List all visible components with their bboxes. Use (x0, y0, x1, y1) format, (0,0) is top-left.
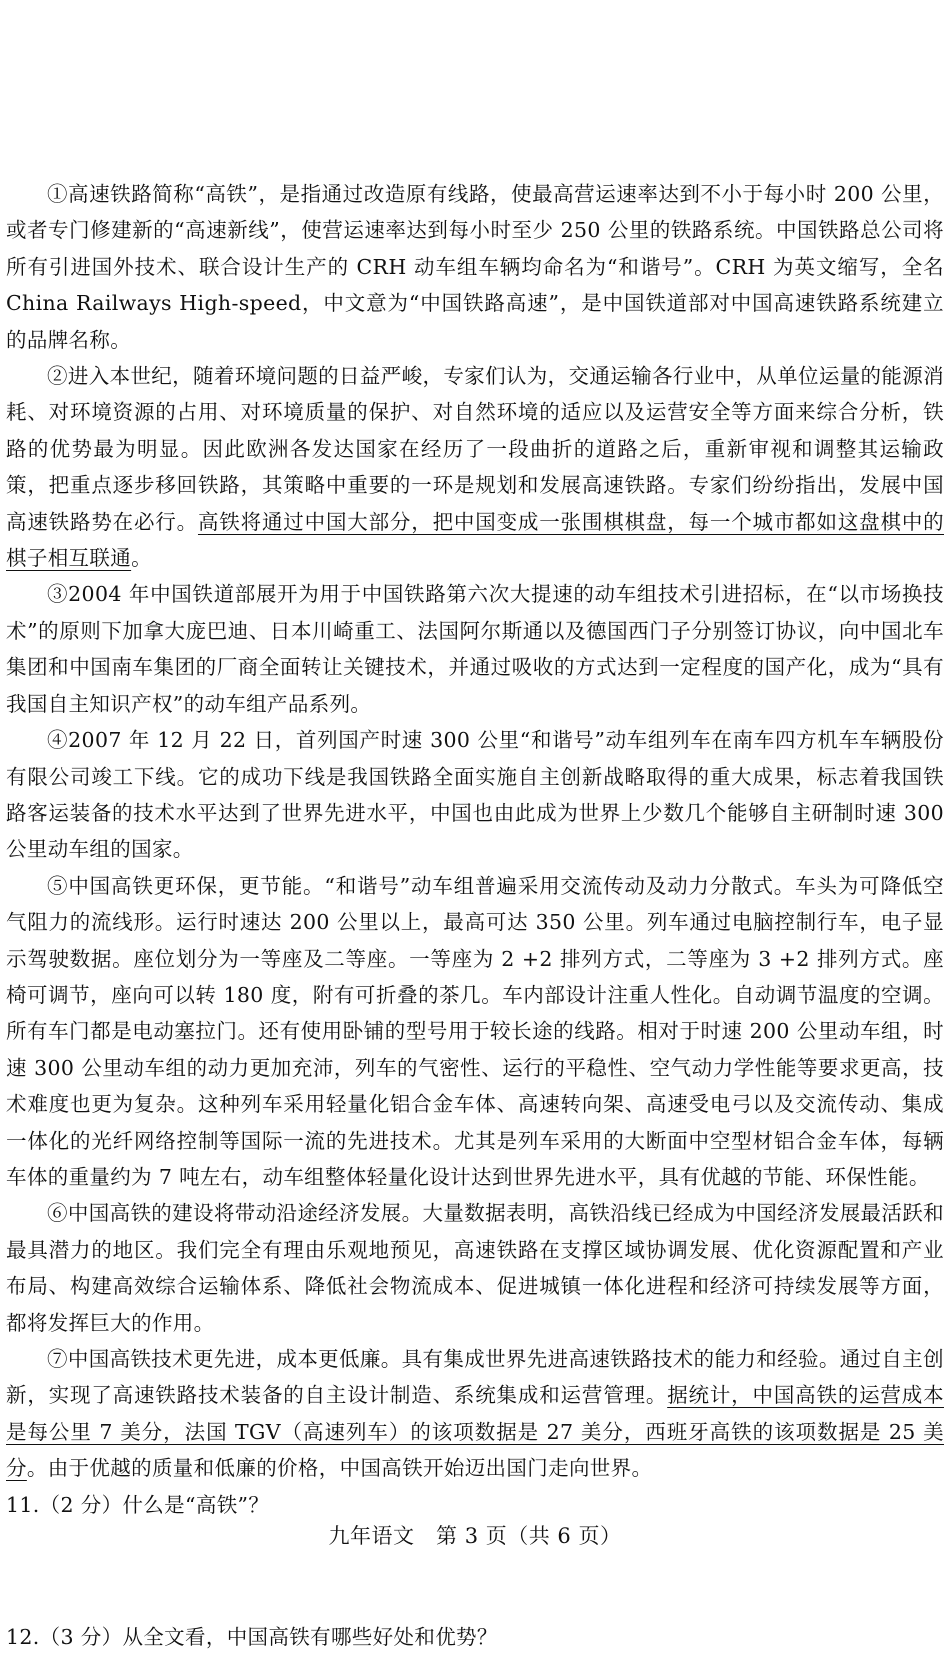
paragraph-1 (6, 176, 944, 358)
question-12: 12.（3 分）从全文看，中国高铁有哪些好处和优势？ (6, 1625, 498, 1650)
paragraph-4 (6, 722, 944, 868)
paragraph-text-tail: 。由于优越的质量和低廉的价格，中国高铁开始迈出国门走向世界。 (26, 1456, 653, 1481)
page-footer: 九年语文 第 3 页（共 6 页） (328, 1524, 622, 1548)
question-11: 11.（2 分）什么是“高铁”？ (6, 1492, 270, 1517)
paragraph-2 (6, 358, 944, 576)
paragraph-3 (6, 576, 944, 722)
underlined-sentence: 据统计，中国高铁的运营成本是每公里 7 美分，法国 TGV（高速列车）的该项数据是 27 美分，西班牙高铁的该项数据是 25 美分 (6, 1383, 944, 1481)
paragraph-6 (6, 1195, 944, 1341)
paragraph-text: ⑤中国高铁更环保，更节能。“和谐号”动车组普遍采用交流传动及动力分散式。车头为可降低空气阻力的流线形。运行时速达 200 公里以上，最高可达 350 公里。列车通过电脑控制行车，电子显示驾驶数据。座位划分为一等座及二等座。一等座为 2 +2 排列方式，二等座为 3 +2 排列方式。座椅可调节，座向可以转 180 度，附有可折叠的茶几。车内部设计注重人性化。自动调节温度的空调。所有车门都是电动塞拉门。还有使用卧铺的型号用于较长途的线路。相对于时速 200 公里动车组，时速 300 公里动车组的动力更加充沛，列车的气密性、运行的平稳性、空气动力学性能等要求更高，技术难度也更为复杂。这种列车采用轻量化铝合金车体、高速转向架、高速受电弓以及交流传动、集成一体化的光纤网络控制等国际一流的先进技术。尤其是列车采用的大断面中空型材铝合金车体，每辆车体的重量约为 7 吨左右，动车组整体轻量化设计达到世界先进水平，具有优越的节能、环保性能。 (6, 873, 944, 1189)
paragraph-text: ⑦中国高铁技术更先进，成本更低廉。具有集成世界先进高速铁路技术的能力和经验。通过自主创新，实现了高速铁路技术装备的自主设计制造、系统集成和运营管理。 (6, 1347, 944, 1408)
paragraph-text: ②进入本世纪，随着环境问题的日益严峻，专家们认为，交通运输各行业中，从单位运量的能源消耗、对环境资源的占用、对环境质量的保护、对自然环境的适应以及运营安全等方面来综合分析，铁路的优势最为明显。因此欧洲各发达国家在经历了一段曲折的道路之后，重新审视和调整其运输政策，把重点逐步移回铁路，其策略中重要的一环是规划和发展高速铁路。专家们纷纷指出，发展中国高速铁路势在必行。 (6, 364, 944, 534)
reading-passage (6, 176, 944, 1655)
paragraph-text: ③2004 年中国铁道部展开为用于中国铁路第六次大提速的动车组技术引进招标，在“以市场换技术”的原则下加拿大庞巴迪、日本川崎重工、法国阿尔斯通以及德国西门子分别签订协议，向中国北车集团和中国南车集团的厂商全面转让关键技术，并通过吸收的方式达到一定程度的国产化，成为“具有我国自主知识产权”的动车组产品系列。 (6, 582, 944, 716)
paragraph-7 (6, 1341, 944, 1487)
paragraph-text: ⑥中国高铁的建设将带动沿途经济发展。大量数据表明，高铁沿线已经成为中国经济发展最活跃和最具潜力的地区。我们完全有理由乐观地预见，高速铁路在支撑区域协调发展、优化资源配置和产业布局、构建高效综合运输体系、降低社会物流成本、促进城镇一体化进程和经济可持续发展等方面，都将发挥巨大的作用。 (6, 1201, 944, 1335)
underlined-sentence: 高铁将通过中国大部分，把中国变成一张围棋棋盘，每一个城市都如这盘棋中的棋子相互联通 (6, 509, 944, 571)
paragraph-text: ①高速铁路简称“高铁”，是指通过改造原有线路，使最高营运速率达到不小于每小时 200 公里，或者专门修建新的“高速新线”，使营运速率达到每小时至少 250 公里的铁路系统。中国铁路总公司将所有引进国外技术、联合设计生产的 CRH 动车组车辆均命名为“和谐号”。CRH 为英文缩写，全名 China Railways High-speed，中文意为“中国铁路高速”，是中国铁道部对中国高速铁路系统建立的品牌名称。 (6, 182, 944, 352)
paragraph-text: ④2007 年 12 月 22 日，首列国产时速 300 公里“和谐号”动车组列车在南车四方机车车辆股份有限公司竣工下线。它的成功下线是我国铁路全面实施自主创新战略取得的重大成果，标志着我国铁路客运装备的技术水平达到了世界先进水平，中国也由此成为世界上少数几个能够自主研制时速 300 公里动车组的国家。 (6, 728, 944, 862)
paragraph-5 (6, 868, 944, 1196)
paragraph-text-tail: 。 (131, 546, 152, 571)
